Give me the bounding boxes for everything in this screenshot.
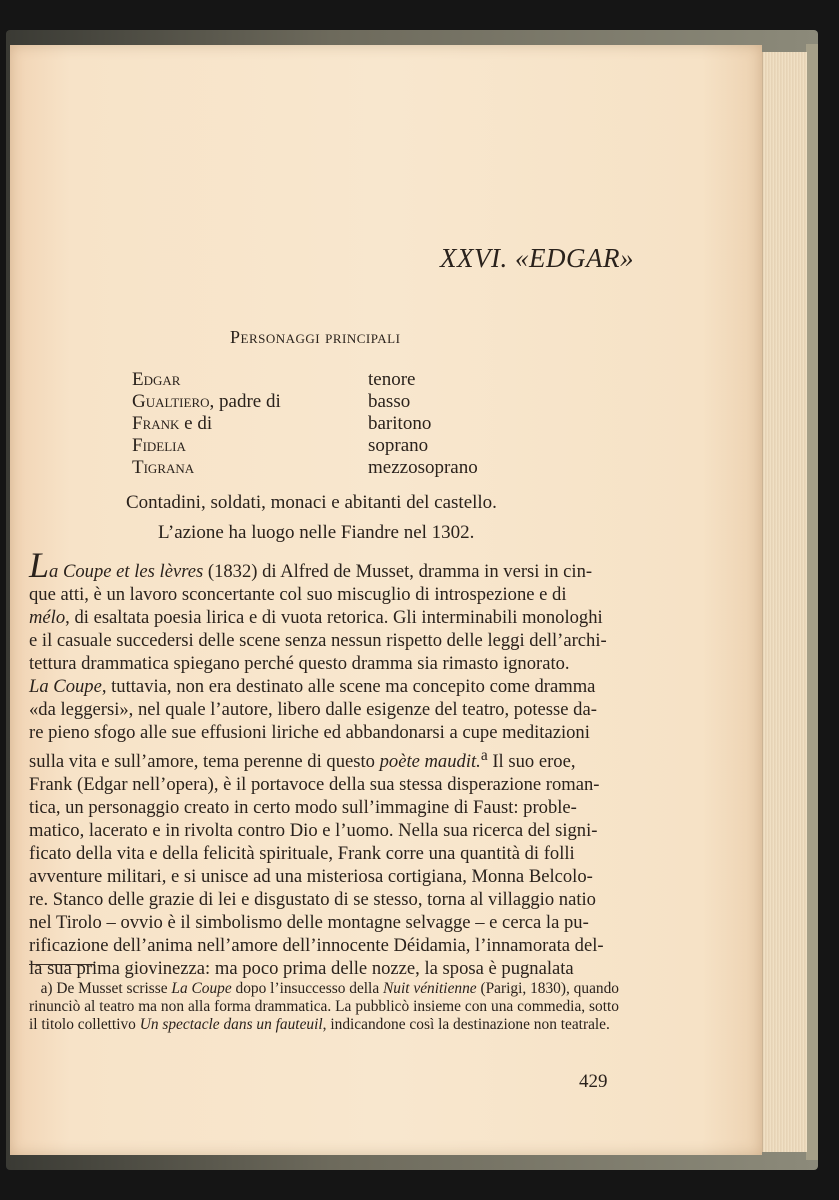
role-name: Fidelia <box>132 435 186 456</box>
cast-heading: Personaggi principali <box>230 327 401 347</box>
body-line: rificazione dell’anima nell’amore dell’innocente Déidamia, l’innamorata del- <box>29 935 604 957</box>
body-line: re. Stanco delle grazie di lei e disgustato di se stesso, torna al villaggio natio <box>29 889 596 911</box>
footnote-rule <box>29 964 95 965</box>
setting-line: L’azione ha luogo nelle Fiandre nel 1302. <box>158 522 475 543</box>
body-line: La Coupe, tuttavia, non era destinato alle scene ma concepito come dramma <box>29 676 596 697</box>
body-line: avventure militari, e si unisce ad una misteriosa cortigiana, Monna Belcolo- <box>29 866 593 888</box>
body-line: «da leggersi», nel quale l’autore, libero dalle esigenze del teatro, potesse da- <box>29 699 597 720</box>
voice-type: mezzosoprano <box>368 457 478 478</box>
body-line: sulla vita e sull’amore, tema perenne di questo poète maudit.$^a$ Il suo eroe, <box>29 747 576 773</box>
body-text <box>29 545 621 980</box>
footnote-marker: a <box>480 747 488 764</box>
cast-list <box>132 369 512 479</box>
page-number: 429 <box>579 1071 608 1092</box>
cast-row <box>132 457 512 479</box>
chapter-title: XXVI. «EDGAR» <box>440 243 634 273</box>
role-name: Frank e di <box>132 413 213 434</box>
body-line: tettura drammatica spiegano perché questo dramma sia rimasto ignorato. <box>29 653 570 674</box>
body-line: mélo, di esaltata poesia lirica e di vuota retorica. Gli interminabili monologhi <box>29 607 603 628</box>
role-name: Tigrana <box>132 457 195 478</box>
cast-row <box>132 369 512 391</box>
drop-cap: L <box>29 545 50 585</box>
role-name: Gualtiero, padre di <box>132 391 281 412</box>
role-name: Edgar <box>132 369 181 390</box>
cover-edge <box>806 44 818 1160</box>
body-line: que atti, è un lavoro sconcertante col suo miscuglio di introspezione e di <box>29 584 567 605</box>
voice-type: baritono <box>368 413 432 434</box>
voice-type: basso <box>368 391 411 412</box>
voice-type: soprano <box>368 435 429 456</box>
cast-extras: Contadini, soldati, monaci e abitanti del castello. <box>126 492 497 513</box>
body-line: re pieno sfogo alle sue effusioni liriche ed abbandonarsi a cupe meditazioni <box>29 722 590 743</box>
body-line: Frank (Edgar nell’opera), è il portavoce della sua stessa disperazione roman- <box>29 774 600 796</box>
voice-type: tenore <box>368 369 416 390</box>
footnote: a) De Musset scrisse La Coupe dopo l’insuccesso della Nuit vénitienne (Parigi, 1830), quando rinunciò al teatro ma non alla forma drammatica. La pubblicò insieme con una commedia, sotto il titolo collettivo Un spectacle dans un fauteuil, indicandone così la destinazione non teatrale. <box>29 980 619 1033</box>
body-line: La Coupe et les lèvres (1832) di Alfred de Musset, dramma in versi in cin- <box>29 545 593 585</box>
body-line: e il casuale succedersi delle scene senza nessun rispetto delle leggi dell’archi- <box>29 630 607 651</box>
book-page <box>10 45 762 1155</box>
body-line: matico, lacerato e in rivolta contro Dio e l’uomo. Nella sua ricerca del signi- <box>29 820 598 842</box>
body-line: nel Tirolo – ovvio è il simbolismo delle montagne selvagge – e cerca la pu- <box>29 912 589 934</box>
cast-row <box>132 413 512 435</box>
body-line: tica, un personaggio creato in certo modo sull’immagine di Faust: proble- <box>29 797 577 819</box>
cast-row <box>132 391 512 413</box>
cast-row <box>132 435 512 457</box>
body-line: ficato della vita e della felicità spirituale, Frank corre una quantità di folli <box>29 843 575 865</box>
page-stack-edge <box>762 52 807 1152</box>
body-line: la sua prima giovinezza: ma poco prima delle nozze, la sposa è pugnalata <box>29 958 574 980</box>
